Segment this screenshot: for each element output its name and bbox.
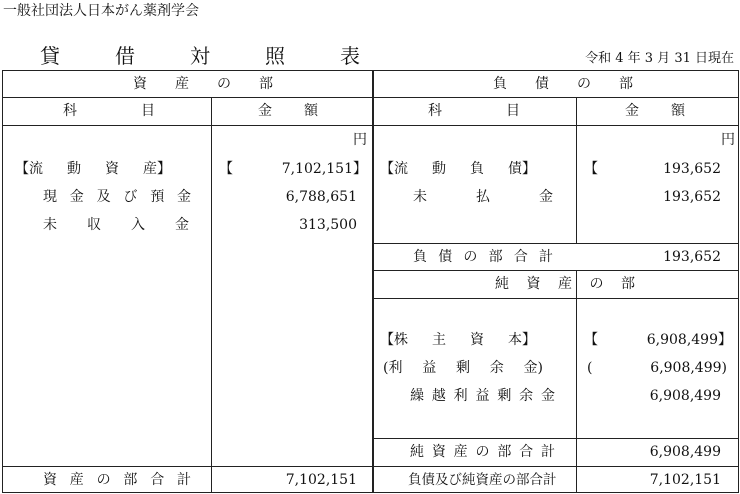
shareholders-equity-amount: 6,908,499】 [646, 332, 732, 348]
bracket-open: 【 [219, 161, 233, 177]
shareholders-equity-label: 【株 主 資 本】 [380, 332, 536, 348]
as-of-date: 令和 4 年 3 月 31 日現在 [585, 51, 734, 66]
bracket-open: 【 [584, 161, 598, 177]
asset-item-amount: 6,788,651 [285, 189, 357, 205]
liabilities-total-label: 負 債 の 部 合 計 [413, 249, 553, 265]
title-char: 照 [265, 44, 285, 68]
net-assets-total-amount: 6,908,499 [649, 444, 721, 460]
balance-sheet-table [2, 70, 739, 493]
net-assets-total-label: 純 資 産 の 部 合 計 [410, 444, 555, 460]
current-assets-amount: 7,102,151】 [281, 161, 367, 177]
liabilities-and-net-assets-total-label: 負債及び純資産の部合計 [408, 472, 557, 488]
title-char: 貸 [40, 44, 60, 68]
title-char: 対 [190, 44, 210, 68]
assets-total-amount: 7,102,151 [285, 472, 357, 488]
liabilities-total-amount: 193,652 [663, 249, 721, 265]
amount-column-header: 金 額 [258, 103, 318, 119]
retained-earnings-label: (利 益 剰 余 金) [383, 360, 543, 376]
document-title [40, 40, 360, 69]
asset-item-label: 未 収 入 金 [43, 217, 189, 233]
column-divider [372, 71, 374, 492]
asset-item-label: 現 金 及 び 預 金 [43, 189, 191, 205]
column-divider [576, 270, 577, 492]
current-assets-label: 【流 動 資 産】 [15, 161, 171, 177]
net-assets-section-header: 純 資 産 の 部 [495, 276, 635, 292]
retained-earnings-amount: 6,908,499) [650, 360, 727, 376]
current-liabilities-amount: 193,652 [663, 161, 721, 177]
unit-label: 円 [721, 132, 735, 148]
liability-item-amount: 193,652 [663, 189, 721, 205]
assets-total-label: 資 産 の 部 合 計 [43, 472, 191, 488]
unit-label: 円 [353, 132, 367, 148]
carried-forward-earnings-label: 繰 越 利 益 剰 余 金 [410, 388, 555, 404]
rule-line [373, 298, 738, 299]
amount-column-header: 金 額 [625, 103, 685, 119]
current-liabilities-label: 【流 動 負 債】 [380, 161, 536, 177]
liabilities-and-net-assets-total-amount: 7,102,151 [649, 472, 721, 488]
asset-item-amount: 313,500 [299, 217, 357, 233]
bracket-open: 【 [584, 332, 598, 348]
rule-line [3, 125, 738, 126]
item-column-header: 科 目 [63, 103, 155, 119]
title-char: 借 [115, 44, 135, 68]
column-divider [211, 98, 212, 492]
item-column-header: 科 目 [428, 103, 520, 119]
liability-item-label: 未 払 金 [413, 189, 553, 205]
liabilities-section-header: 負 債 の 部 [493, 76, 633, 92]
title-char: 表 [340, 44, 360, 68]
carried-forward-earnings-amount: 6,908,499 [649, 388, 721, 404]
assets-section-header: 資 産 の 部 [133, 76, 273, 92]
paren-open: ( [587, 360, 593, 376]
organization-name: 一般社団法人日本がん薬剤学会 [3, 3, 199, 19]
column-divider [576, 98, 577, 243]
